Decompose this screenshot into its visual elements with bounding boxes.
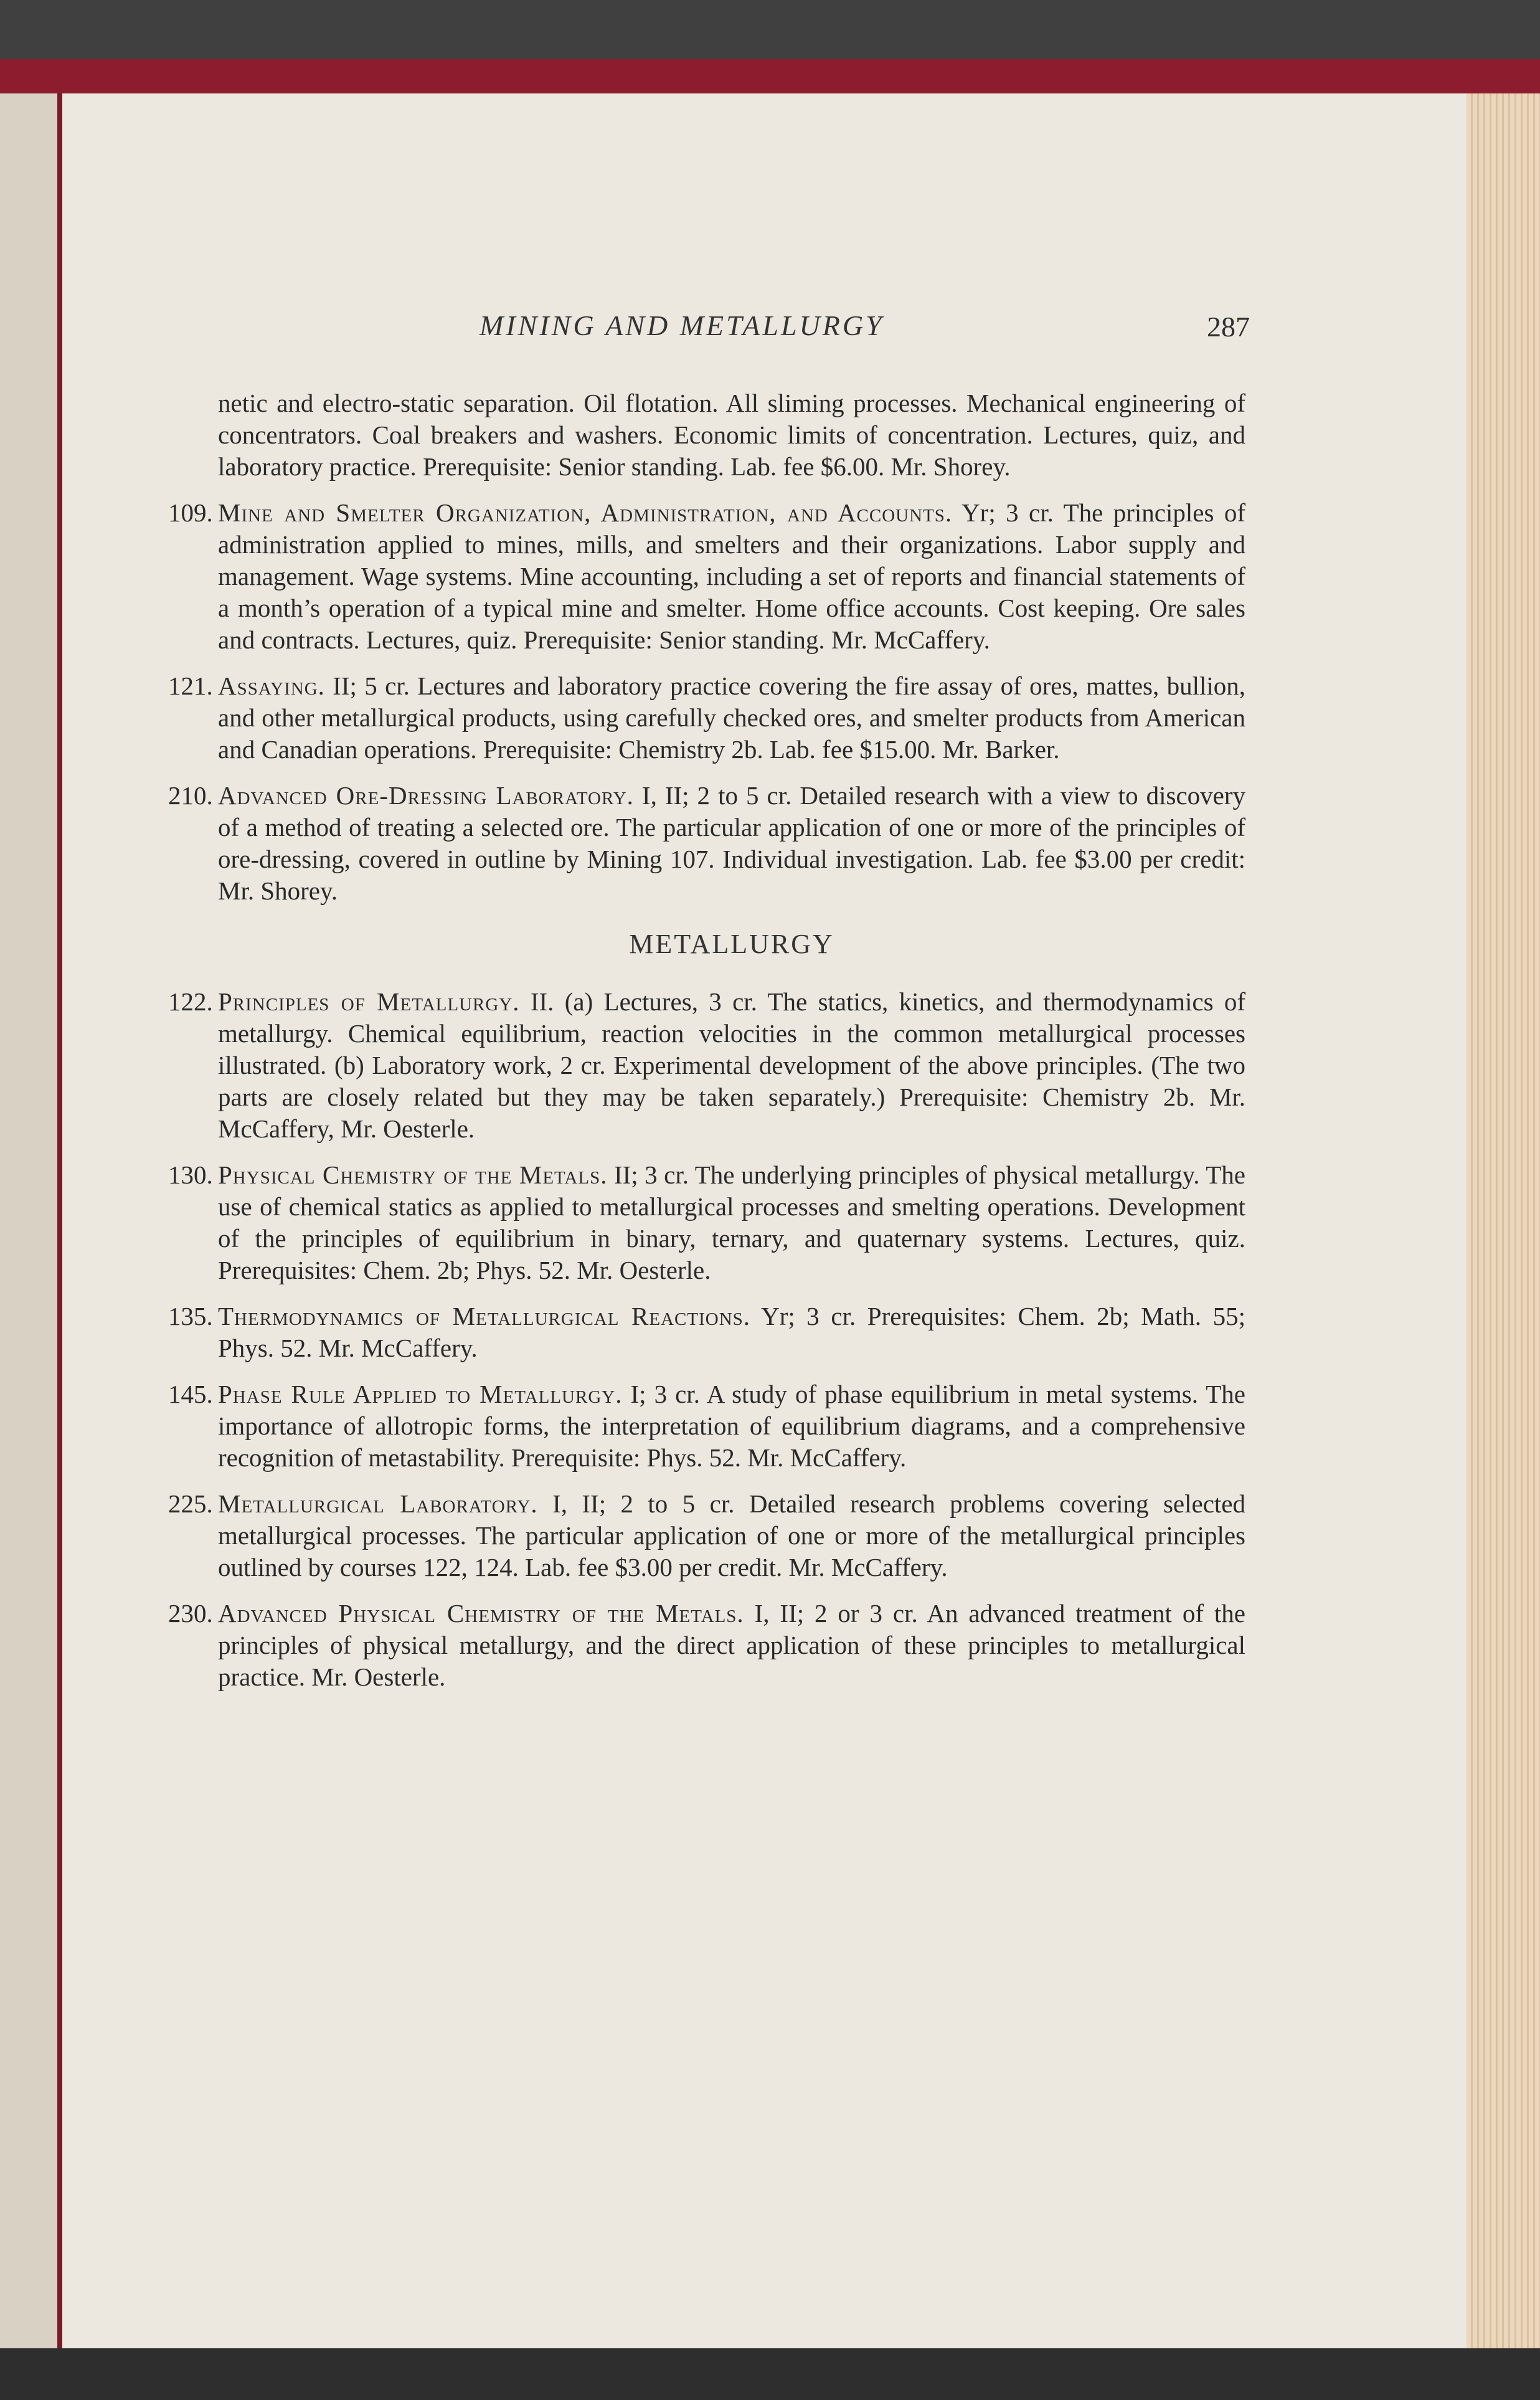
course-number: 135. (168, 1302, 213, 1330)
previous-page-edge (0, 93, 57, 2348)
course-description: II; 5 cr. Lectures and laboratory practice covering the fire assay of ores, mattes, bullion, and other metallurgical products, using carefully checked ores, and smelter products from American and Canadian operations. Prerequisite: Chemistry 2b. Lab. fee $15.00. Mr. Barker. (218, 671, 1245, 764)
course-title: Thermodynamics of Metallurgical Reactions. (218, 1302, 751, 1330)
running-title: MINING AND METALLURGY (479, 310, 884, 341)
course-entry (168, 780, 1245, 907)
course-description: Yr; 3 cr. Prerequisites: Chem. 2b; Math. 55; Phys. 52. Mr. McCaffery. (218, 1302, 1245, 1362)
course-number: 145. (168, 1380, 213, 1408)
page-header (0, 309, 1540, 353)
course-description: I, II; 2 to 5 cr. Detailed research with a view to discovery of a method of treating a selected ore. The particular application of one or more of the principles of ore-dressing, covered in outline by Mining 107. Individual investigation. Lab. fee $3.00 per credit: Mr. Shorey. (218, 781, 1245, 905)
course-description: Yr; 3 cr. The principles of administration applied to mines, mills, and smelters and their organizations. Labor supply and management. Wage systems. Mine accounting, including a set of reports and financial statements of a month’s operation of a typical mine and smelter. Home office accounts. Cost keeping. Ore sales and contracts. Lectures, quiz. Prerequisite: Senior standing. Mr. McCaffery. (218, 498, 1245, 654)
course-description: I, II; 2 or 3 cr. An advanced treatment of the principles of physical metallurgy, and the direct application of these principles to metallurgical practice. Mr. Oesterle. (218, 1599, 1245, 1691)
course-number: 121. (168, 671, 213, 700)
course-entry (168, 497, 1245, 656)
course-number: 230. (168, 1599, 213, 1628)
course-number: 109. (168, 498, 213, 527)
course-entry (168, 1488, 1245, 1583)
course-description: II. (a) Lectures, 3 cr. The statics, kinetics, and thermodynamics of metallurgy. Chemical equilibrium, reaction velocities in the common metallurgical processes illustrated. (b) Laboratory work, 2 cr. Experimental development of the above principles. (The two parts are closely related but they may be taken separately.) Prerequisite: Chemistry 2b. Mr. McCaffery, Mr. Oesterle. (218, 987, 1245, 1143)
course-title: Metallurgical Laboratory. (218, 1489, 538, 1518)
course-number: 210. (168, 781, 213, 810)
course-description: I; 3 cr. A study of phase equilibrium in metal systems. The importance of allotropic forms, the interpretation of equilibrium diagrams, and a comprehensive recognition of metastability. Prerequisite: Phys. 52. Mr. McCaffery. (218, 1380, 1245, 1472)
course-title: Principles of Metallurgy. (218, 987, 520, 1016)
course-entry (168, 1378, 1245, 1474)
course-title: Physical Chemistry of the Metals. (218, 1160, 608, 1189)
course-entry (168, 1301, 1245, 1364)
book-cover-edge (0, 59, 1540, 97)
course-description: II; 3 cr. The underlying principles of physical metallurgy. The use of chemical statics as applied to metallurgical processes and smelting operations. Development of the principles of equilibrium in binary, ternary, and quaternary systems. Lectures, quiz. Prerequisites: Chem. 2b; Phys. 52. Mr. Oesterle. (218, 1160, 1245, 1284)
course-title: Phase Rule Applied to Metallurgy. (218, 1380, 623, 1408)
course-title: Advanced Physical Chemistry of the Metals. (218, 1599, 744, 1628)
course-title: Mine and Smelter Organization, Administration, and Accounts. (218, 498, 953, 527)
page-block-edge (1467, 93, 1540, 2348)
page-number: 287 (1207, 311, 1250, 343)
page-content (168, 387, 1245, 1707)
course-entry (168, 670, 1245, 766)
course-number: 122. (168, 987, 213, 1016)
continued-paragraph: netic and electro-static separation. Oil flotation. All sliming processes. Mechanical engineering of concentrators. Coal breakers and washers. Economic limits of concentration. Lectures, quiz, and laboratory practice. Prerequisite: Senior standing. Lab. fee $6.00. Mr. Shorey. (218, 389, 1245, 481)
course-title: Assaying. (218, 671, 325, 700)
course-entry (168, 1598, 1245, 1693)
section-heading: METALLURGY (629, 929, 834, 959)
course-title: Advanced Ore-Dressing Laboratory. (218, 781, 634, 810)
scan-top-band (0, 0, 1540, 59)
course-entry (168, 986, 1245, 1145)
course-description: I, II; 2 to 5 cr. Detailed research problems covering selected metallurgical processes. The particular application of one or more of the metallurgical principles outlined by courses 122, 124. Lab. fee $3.00 per credit. Mr. McCaffery. (218, 1489, 1245, 1582)
course-number: 130. (168, 1160, 213, 1189)
course-number: 225. (168, 1489, 213, 1518)
course-entry (168, 1159, 1245, 1286)
scan-bottom-band (0, 2348, 1540, 2400)
